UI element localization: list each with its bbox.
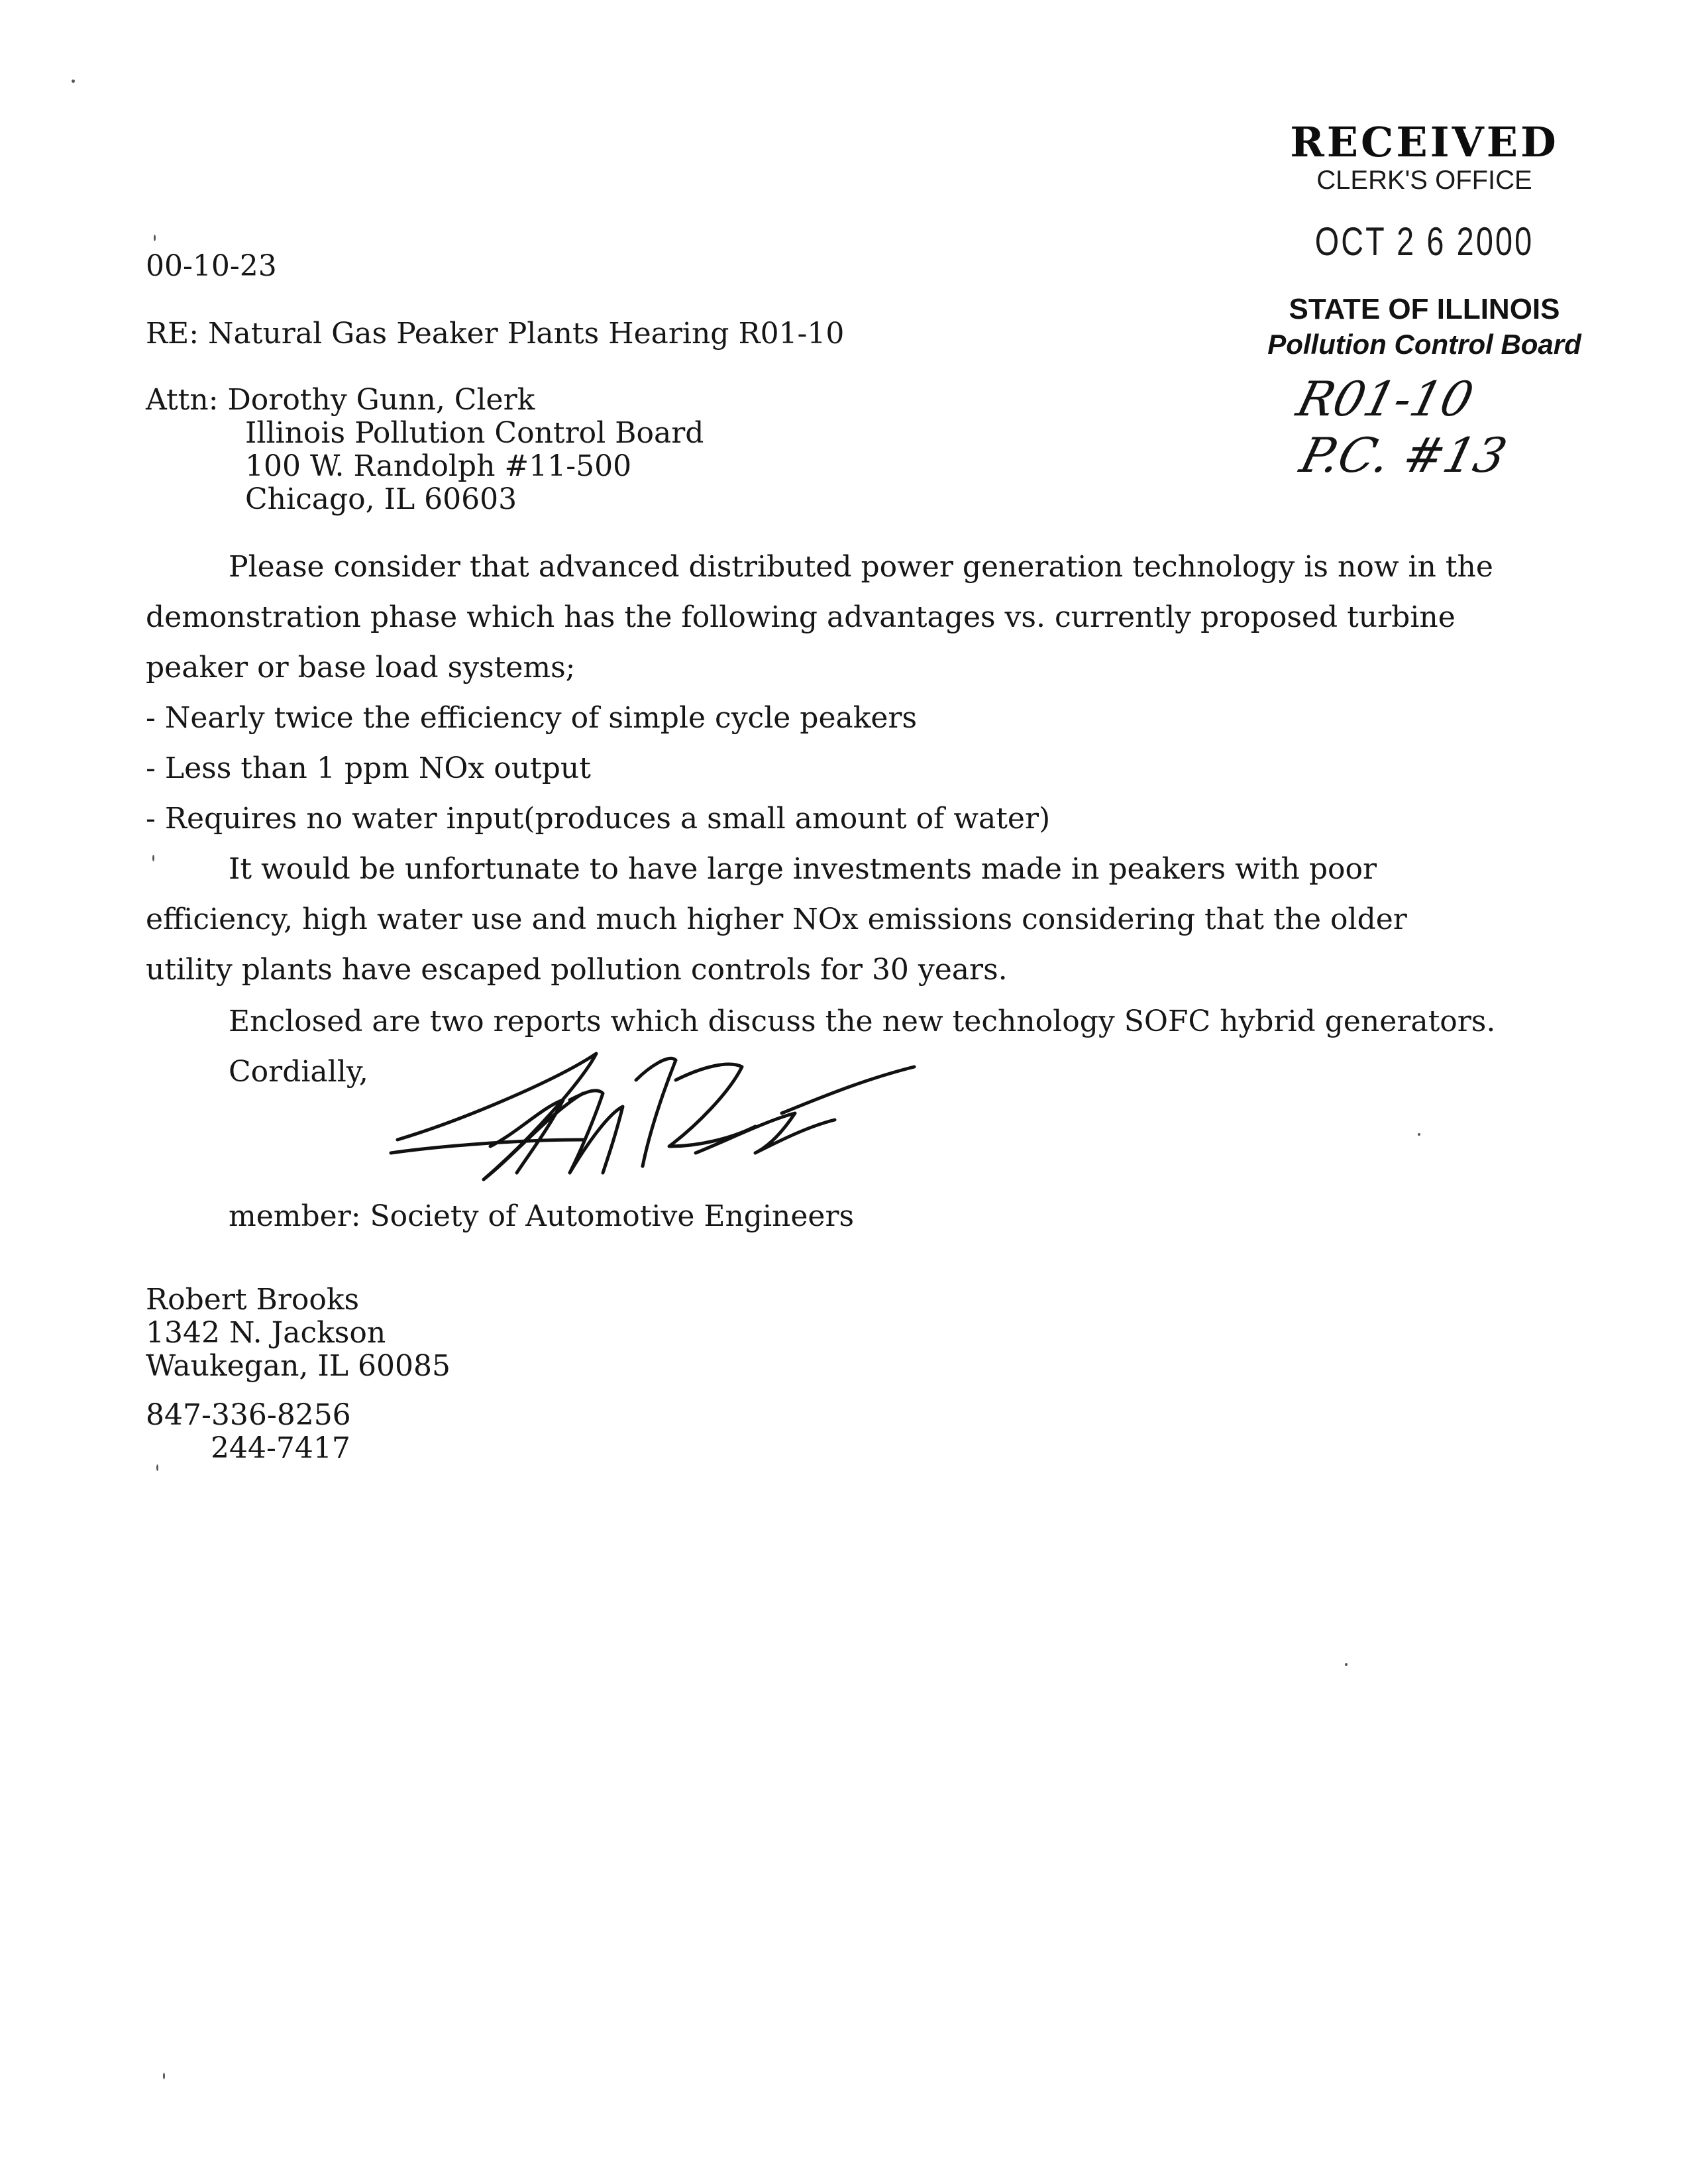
advantage-item: - Nearly twice the efficiency of simple cycle peakers xyxy=(146,701,918,735)
received-stamp-title: RECEIVED xyxy=(1290,118,1559,166)
sender-phone-primary: 847-336-8256 xyxy=(146,1398,351,1432)
recipient-organization: Illinois Pollution Control Board xyxy=(245,416,704,450)
sender-phone-secondary: 244-7417 xyxy=(211,1431,350,1465)
paragraph-2-line-2: efficiency, high water use and much higher NOx emissions considering that the older xyxy=(146,902,1407,936)
paragraph-1-line-1: Please consider that advanced distributed power generation technology is now in the xyxy=(229,550,1493,584)
received-stamp-board: Pollution Control Board xyxy=(1267,329,1581,360)
handwritten-pc-number: P.C. #13 xyxy=(1295,427,1512,483)
received-stamp-office: CLERK'S OFFICE xyxy=(1316,166,1532,195)
advantage-item: - Less than 1 ppm NOx output xyxy=(146,751,591,785)
handwritten-docket: R01-10 xyxy=(1291,371,1479,427)
closing: Cordially, xyxy=(229,1055,368,1089)
scan-speck xyxy=(1418,1133,1420,1136)
recipient-street: 100 W. Randolph #11-500 xyxy=(245,449,632,483)
sender-street: 1342 N. Jackson xyxy=(146,1316,386,1350)
scan-speck xyxy=(156,1464,158,1471)
recipient-city: Chicago, IL 60603 xyxy=(245,482,517,516)
subject-line: RE: Natural Gas Peaker Plants Hearing R01-10 xyxy=(146,317,845,351)
paragraph-2-line-1: It would be unfortunate to have large investments made in peakers with poor xyxy=(229,852,1377,886)
scan-speck xyxy=(154,235,156,241)
scan-speck xyxy=(163,2073,165,2079)
paragraph-2-line-3: utility plants have escaped pollution controls for 30 years. xyxy=(146,953,1008,987)
membership-line: member: Society of Automotive Engineers xyxy=(229,1199,855,1233)
paragraph-3: Enclosed are two reports which discuss the new technology SOFC hybrid generators. xyxy=(229,1005,1496,1038)
advantage-item: - Requires no water input(produces a small amount of water) xyxy=(146,802,1051,836)
paragraph-1-line-3: peaker or base load systems; xyxy=(146,651,576,684)
received-stamp-state: STATE OF ILLINOIS xyxy=(1289,293,1560,325)
signature xyxy=(384,1040,941,1193)
letter-date: 00-10-23 xyxy=(146,249,277,283)
paragraph-1-line-2: demonstration phase which has the following advantages vs. currently proposed turbine xyxy=(146,600,1456,634)
scan-speck xyxy=(1345,1663,1348,1666)
scan-speck xyxy=(72,80,75,83)
scan-speck xyxy=(152,855,154,861)
attention-line: Attn: Dorothy Gunn, Clerk xyxy=(146,383,535,417)
sender-city: Waukegan, IL 60085 xyxy=(146,1349,450,1383)
received-stamp-date: OCT 2 6 2000 xyxy=(1314,219,1534,264)
sender-name: Robert Brooks xyxy=(146,1283,360,1317)
